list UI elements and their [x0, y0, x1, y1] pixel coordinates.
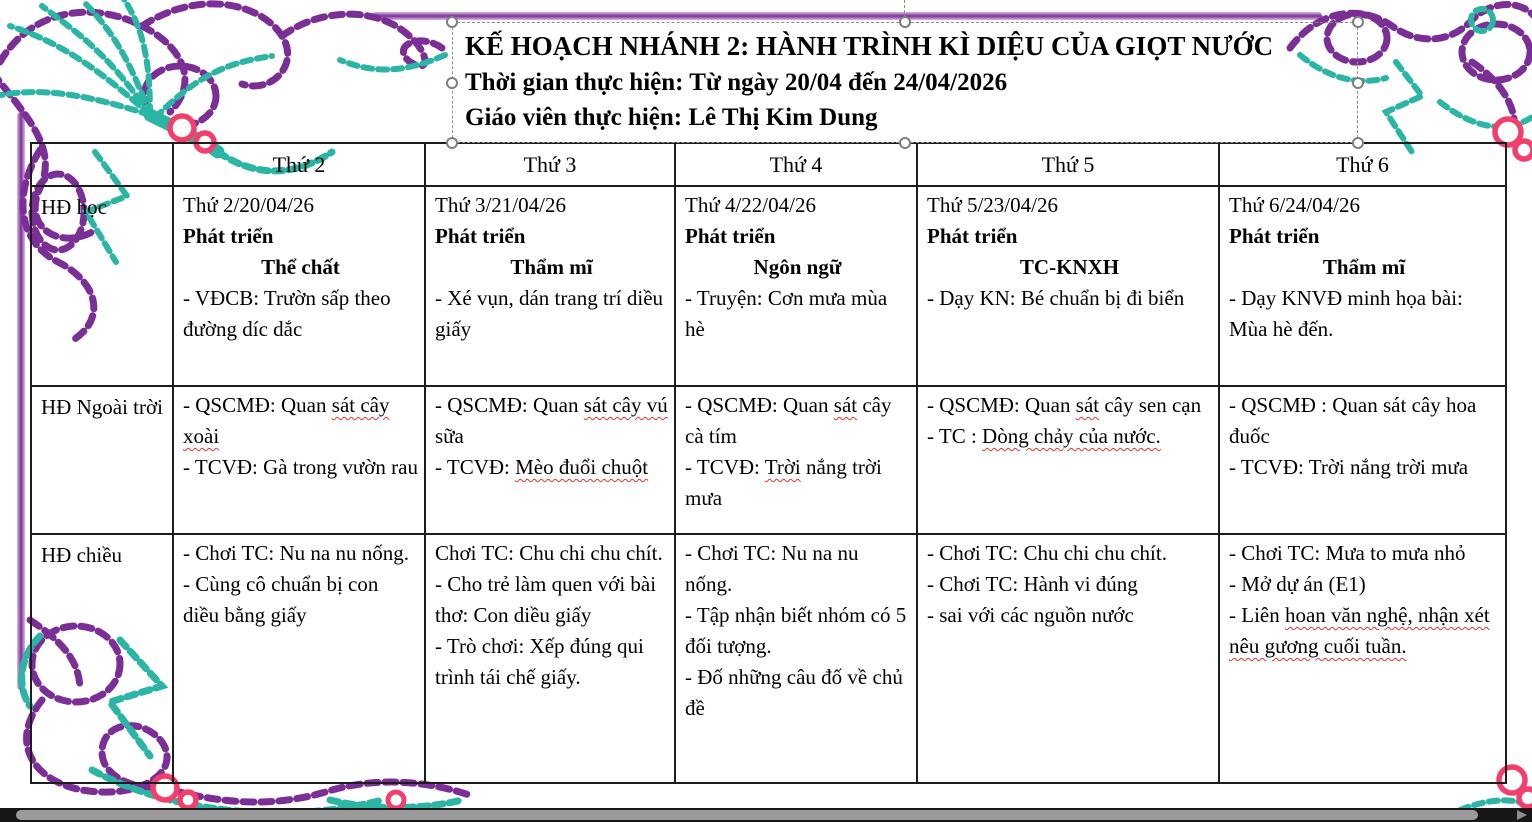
spellcheck-marked-text: Dòng chảy của nước. [982, 424, 1161, 448]
spellcheck-marked-text: hoan văn nghệ, nhận xét nêu gương cuối tuần. [1229, 603, 1490, 658]
cell-line: Ngôn ngữ [753, 255, 842, 279]
cell-text: cây sen cạn [1099, 393, 1202, 417]
cell-line: - Mở dự án (E1) [1229, 572, 1366, 596]
table-cell[interactable] [174, 535, 426, 782]
cell-line: - Dạy KNVĐ minh họa bài: Mùa hè đến. [1229, 286, 1463, 341]
flower-icon [388, 792, 404, 808]
spellcheck-marked-text: sát cây xoài [183, 393, 390, 448]
table-cell[interactable] [426, 387, 676, 535]
left-border-bar [17, 112, 25, 690]
cell-line: - Xé vụn, dán trang trí diều giấy [435, 286, 664, 341]
cell-text: - QSCMĐ: Quan [685, 393, 834, 417]
cell-text: - QSCMĐ: Quan [183, 393, 332, 417]
cell-line [183, 390, 418, 452]
top-border-bar [372, 12, 1322, 20]
cell-line: - Dạy KN: Bé chuẩn bị đi biển [927, 286, 1185, 310]
cell-text: - QSCMĐ: Quan [435, 393, 584, 417]
plan-time-range: Thời gian thực hiện: Từ ngày 20/04 đến 24/04/2026 [465, 69, 1008, 96]
selection-handle-mid-left[interactable] [446, 77, 458, 89]
cell-text: - QSCMĐ: Quan [927, 393, 1076, 417]
cell-line [927, 421, 1212, 452]
cell-line: - Đố những câu đố về chủ đề [685, 665, 903, 720]
cell-text: - TCVĐ: [435, 455, 516, 479]
selection-handle-bottom-left[interactable] [446, 137, 458, 149]
table-header-label: Thứ 3 [523, 151, 577, 177]
cell-text: sữa [435, 424, 464, 448]
cell-line: - TCVĐ: Trời nắng trời mưa [1229, 455, 1469, 479]
cell-line: - Cùng cô chuẩn bị con diều bằng giấy [183, 572, 379, 627]
table-cell[interactable] [918, 187, 1220, 387]
lesson-table[interactable] [30, 142, 1507, 784]
table-header-cell[interactable] [918, 144, 1220, 187]
cell-line: - Chơi TC: Nu na nu nống. [685, 541, 859, 596]
table-cell[interactable] [676, 387, 918, 535]
table-header-cell[interactable] [426, 144, 676, 187]
table-cell[interactable] [918, 387, 1220, 535]
cell-line: TC-KNXH [1019, 255, 1120, 279]
cell-line [435, 452, 668, 483]
cell-line: - Truyện: Cơn mưa mùa hè [685, 286, 888, 341]
table-cell[interactable] [1220, 535, 1505, 782]
scroll-right-arrow-icon[interactable] [1517, 810, 1527, 820]
cell-line: Thứ 3/21/04/26 [435, 193, 566, 217]
cell-line: Phát triển [1229, 224, 1320, 248]
cell-line: - VĐCB: Trườn sấp theo đường díc dắc [183, 286, 391, 341]
cell-line: - Chơi TC: Chu chi chu chít. [927, 541, 1167, 565]
cell-line: Thẩm mĩ [1322, 255, 1406, 279]
horizontal-scrollbar[interactable] [0, 808, 1532, 822]
cell-line: - TCVĐ: Gà trong vườn rau [183, 455, 418, 479]
cell-line: Thứ 5/23/04/26 [927, 193, 1058, 217]
cell-line: Thứ 4/22/04/26 [685, 193, 816, 217]
table-header-label: Thứ 5 [1041, 151, 1095, 177]
selection-handle-top-right[interactable] [1352, 16, 1364, 28]
spellcheck-marked-text: Trời [764, 455, 801, 479]
plan-teacher: Giáo viên thực hiện: Lê Thị Kim Dung [465, 104, 878, 131]
table-header-cell[interactable] [1220, 144, 1505, 187]
table-header-cell[interactable] [174, 144, 426, 187]
cell-line [685, 390, 910, 452]
scrollbar-thumb[interactable] [16, 810, 1478, 820]
table-row-label[interactable] [32, 187, 174, 387]
table-header-label: Thứ 2 [272, 151, 326, 177]
table-cell[interactable] [676, 187, 918, 387]
table-cell[interactable] [1220, 187, 1505, 387]
cell-line [685, 452, 910, 514]
cell-line: - Chơi TC: Nu na nu nống. [183, 541, 409, 565]
cell-line: Phát triển [685, 224, 776, 248]
cell-line: - Chơi TC: Mưa to mưa nhỏ [1229, 541, 1466, 565]
cell-text: nắng trời mưa [685, 455, 882, 510]
table-header-cell[interactable] [676, 144, 918, 187]
cell-text: - Liên [1229, 603, 1285, 627]
cell-line: Phát triển [183, 224, 274, 248]
cell-line: - Tập nhận biết nhóm có 5 đối tượng. [685, 603, 907, 658]
spellcheck-marked-text: Mèo đuổi chuột [515, 455, 649, 479]
spellcheck-marked-text: sát [833, 393, 858, 417]
cell-line: Thể chất [261, 255, 340, 279]
table-cell[interactable] [1220, 387, 1505, 535]
cell-line: - Chơi TC: Hành vi đúng [927, 572, 1138, 596]
row-label-text: HĐ học [41, 195, 107, 219]
cell-text: cây cà tím [685, 393, 892, 448]
cell-line: Thứ 6/24/04/26 [1229, 193, 1360, 217]
cell-text: - TC : [927, 424, 983, 448]
spellcheck-marked-text: sát [1075, 393, 1100, 417]
cell-line: - sai với các nguồn nước [927, 603, 1134, 627]
selection-handle-top-left[interactable] [446, 16, 458, 28]
cell-line: - QSCMĐ : Quan sát cây hoa đuốc [1229, 393, 1477, 448]
selection-handle-bottom-center[interactable] [899, 137, 911, 149]
row-label-text: HĐ chiều [41, 543, 123, 567]
row-label-text: HĐ Ngoài trời [41, 395, 163, 419]
table-cell[interactable] [426, 187, 676, 387]
cell-line: Thẩm mĩ [510, 255, 593, 279]
table-header-label: Thứ 6 [1336, 151, 1389, 177]
cell-line: Phát triển [435, 224, 526, 248]
cell-line: Chơi TC: Chu chi chu chít. [435, 541, 663, 565]
plan-title: KẾ HOẠCH NHÁNH 2: HÀNH TRÌNH KÌ DIỆU CỦA GIỌT NƯỚC [465, 31, 1274, 61]
table-row-label[interactable] [32, 387, 174, 535]
cell-line: Phát triển [927, 224, 1018, 248]
title-textbox[interactable] [452, 22, 1358, 143]
table-cell[interactable] [174, 187, 426, 387]
selection-handle-bottom-right[interactable] [1352, 137, 1364, 149]
spellcheck-marked-text: sát cây vú [583, 393, 668, 417]
cell-line: - Cho trẻ làm quen với bài thơ: Con diều giấy [435, 572, 657, 627]
cell-line: - Trò chơi: Xếp đúng qui trình tái chế giấy. [435, 634, 644, 689]
cell-line [1229, 600, 1499, 662]
cell-line [435, 390, 668, 452]
table-cell[interactable] [918, 535, 1220, 782]
table-header-label: Thứ 4 [769, 151, 823, 177]
cell-text: - TCVĐ: [685, 455, 765, 479]
cell-line [927, 390, 1212, 421]
selection-handle-top-center[interactable] [899, 16, 911, 28]
table-cell[interactable] [174, 387, 426, 535]
table-cell[interactable] [676, 535, 918, 782]
table-row-label[interactable] [32, 535, 174, 782]
selection-handle-mid-right[interactable] [1352, 77, 1364, 89]
table-cell[interactable] [426, 535, 676, 782]
table-header-corner[interactable] [32, 144, 174, 187]
cell-line: Thứ 2/20/04/26 [183, 193, 314, 217]
